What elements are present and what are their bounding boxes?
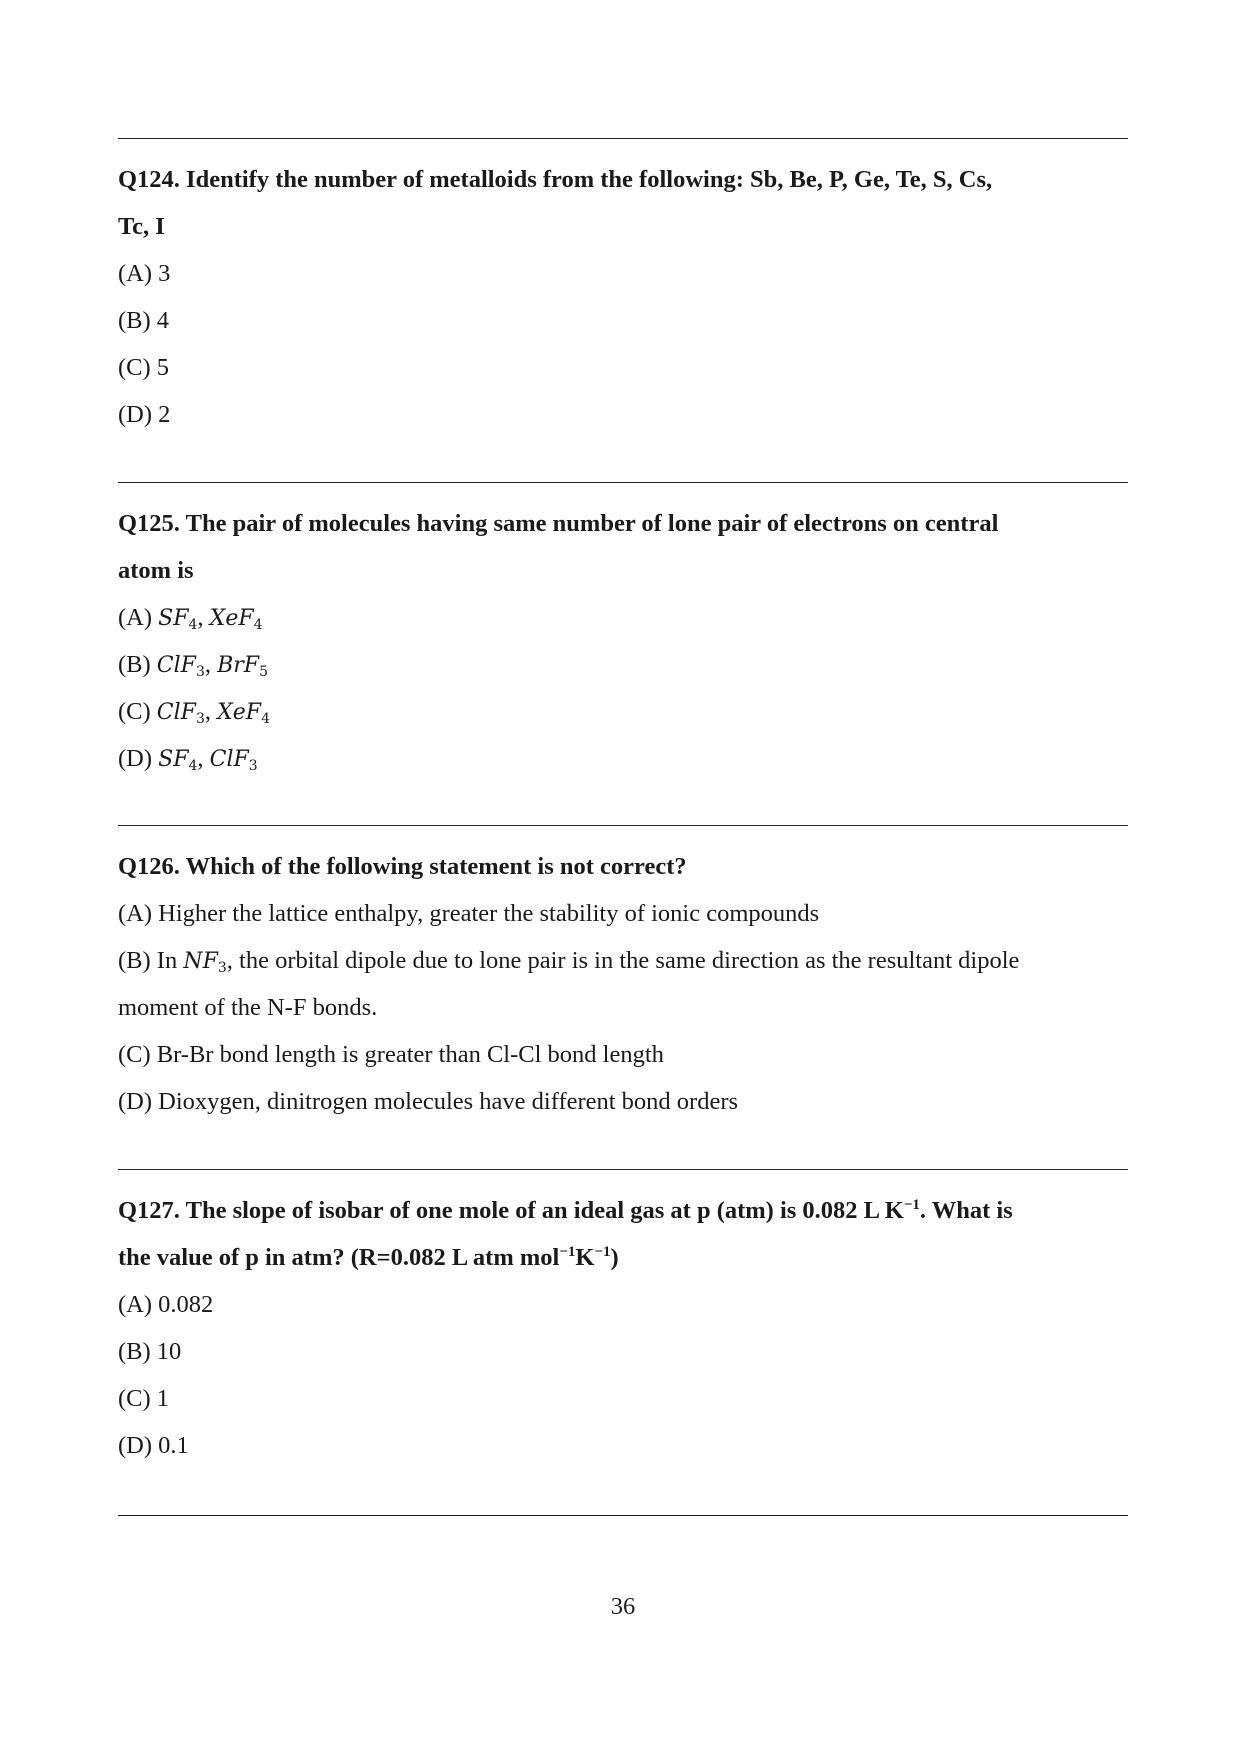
question-stem: the value of p in atm? (R=0.082 L atm $mol^{-1}K^{-1}$) <box>118 1244 619 1271</box>
formula: ClF$_3$ <box>209 747 258 774</box>
option-d: (D) $SF_4$, ClF$_3$ <box>118 745 258 774</box>
option-d: (D) Dioxygen, dinitrogen molecules have different bond orders <box>118 1088 739 1115</box>
question-stem: Q124. Identify the number of metalloids from the following: Sb, Be, P, Ge, Te, S, Cs, <box>118 166 993 193</box>
formula: ClF$_3$ <box>156 653 205 680</box>
formula: BrF$_5$ <box>217 653 268 680</box>
formula: ClF$_3$ <box>156 700 205 727</box>
divider <box>118 138 1128 139</box>
option-a: (A) $SF_4$, XeF$_4$ <box>118 604 263 633</box>
option-c: (C) Br-Br bond length is greater than Cl-Cl bond length <box>118 1041 664 1068</box>
option-label: (C) <box>118 698 151 725</box>
formula: $SF_4$ <box>158 747 198 774</box>
divider <box>118 1515 1128 1516</box>
question-126 <box>118 843 1128 1125</box>
option-b: (B) ClF$_3$, BrF$_5$ <box>118 651 268 680</box>
question-125 <box>118 500 1128 782</box>
formula: XeF$_4$ <box>217 700 270 727</box>
divider <box>118 825 1128 826</box>
option-b: (B) In $NF_3$, the orbital dipole due to lone pair is in the same direction as the resultant dipole <box>118 947 1020 976</box>
option-b: (B) 10 <box>118 1338 182 1365</box>
formula: $NF_3$ <box>183 949 227 976</box>
question-124 <box>118 156 1128 438</box>
question-stem: Q127. The slope of isobar of one mole of an ideal gas at p (atm) is 0.082 L $K^{-1}$. What is <box>118 1197 1013 1224</box>
option-a: (A) 3 <box>118 260 171 287</box>
question-127 <box>118 1187 1128 1469</box>
divider <box>118 482 1128 483</box>
option-d: (D) 2 <box>118 401 171 428</box>
option-c: (C) 5 <box>118 354 170 381</box>
question-stem: atom is <box>118 557 194 584</box>
question-stem: Tc, I <box>118 213 165 240</box>
option-label: (A) <box>118 604 153 631</box>
question-stem: Q126. Which of the following statement is not correct? <box>118 853 687 880</box>
formula: XeF$_4$ <box>209 606 263 633</box>
option-label: (D) <box>118 745 153 772</box>
option-d: (D) 0.1 <box>118 1432 189 1459</box>
option-a: (A) 0.082 <box>118 1291 214 1318</box>
divider <box>118 1169 1128 1170</box>
option-label: (B) <box>118 651 151 678</box>
option-c: (C) ClF$_3$, XeF$_4$ <box>118 698 270 727</box>
option-b: (B) 4 <box>118 307 170 334</box>
option-a: (A) Higher the lattice enthalpy, greater the stability of ionic compounds <box>118 900 820 927</box>
option-b-continued: moment of the N-F bonds. <box>118 994 378 1021</box>
option-c: (C) 1 <box>118 1385 170 1412</box>
formula: $SF_4$ <box>158 606 198 633</box>
page-number: 36 <box>610 1593 636 1620</box>
document-page <box>118 0 1128 1754</box>
question-stem: Q125. The pair of molecules having same number of lone pair of electrons on central <box>118 510 999 537</box>
